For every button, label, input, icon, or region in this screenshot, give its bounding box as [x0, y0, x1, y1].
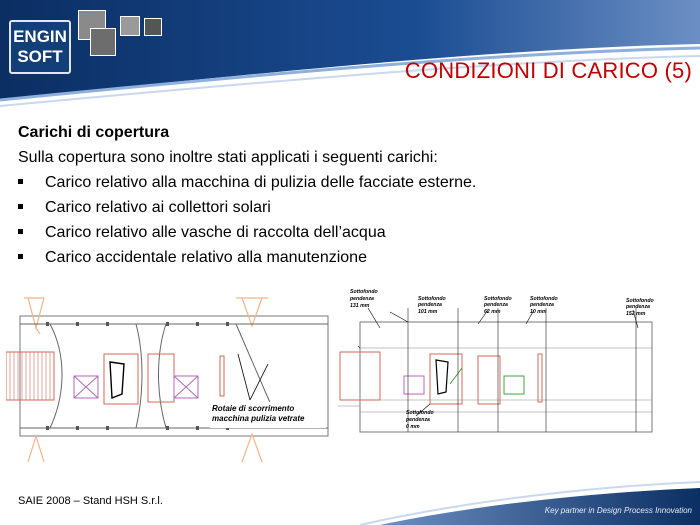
footer-event-text: SAIE 2008 – Stand HSH S.r.l.	[18, 495, 163, 507]
label-101-l3: 101 mm	[418, 309, 438, 315]
label-62-l3: 62 mm	[484, 309, 501, 315]
label-0-l1: Sottofondo	[406, 410, 434, 416]
thumbnail-image-2	[90, 28, 116, 56]
roof-plan-right	[338, 288, 694, 446]
slide-body	[18, 122, 678, 270]
label-62-l2: pendenza	[484, 302, 508, 308]
footer-tagline: Key partner in Design Process Innovation	[544, 506, 692, 515]
bullet-list	[18, 170, 678, 270]
label-131-l2: pendenza	[350, 296, 374, 302]
intro-text: Sulla copertura sono inoltre stati applicati i seguenti carichi:	[18, 149, 438, 166]
section-subtitle: Carichi di copertura	[18, 124, 170, 141]
bullet-item: Carico relativo ai collettori solari	[18, 195, 678, 220]
label-101-l1: Sottofondo	[418, 296, 446, 302]
rail-annotation-line2: macchina pulizia vetrate	[212, 414, 305, 423]
bullet-icon	[18, 179, 23, 184]
bullet-item: Carico accidentale relativo alla manutenzione	[18, 245, 678, 270]
roof-plan-left	[6, 294, 334, 462]
thumbnail-image-3	[120, 16, 140, 36]
label-101-l2: pendenza	[418, 302, 442, 308]
label-0-l3: 0 mm	[406, 424, 420, 430]
label-62-l1: Sottofondo	[484, 296, 512, 302]
label-131-l1: Sottofondo	[350, 289, 378, 295]
label-10-l2: pendenza	[530, 302, 554, 308]
label-131-l3: 131 mm	[350, 303, 370, 309]
label-152-l3: 152 mm	[626, 311, 646, 317]
bullet-icon	[18, 254, 23, 259]
logo-line2: SOFT	[17, 47, 63, 66]
logo-line1: ENGIN	[13, 27, 67, 46]
slide-header	[0, 0, 700, 110]
label-152-l1: Sottofondo	[626, 298, 654, 304]
label-152-l2: pendenza	[626, 304, 650, 310]
label-10-l3: 10 mm	[530, 309, 547, 315]
rail-annotation-line1: Rotaie di scorrimento	[212, 404, 295, 413]
bullet-item: Carico relativo alle vasche di raccolta dell’acqua	[18, 220, 678, 245]
bullet-icon	[18, 204, 23, 209]
bullet-icon	[18, 229, 23, 234]
bullet-item: Carico relativo alla macchina di pulizia delle facciate esterne.	[18, 170, 678, 195]
slide-title: CONDIZIONI DI CARICO (5)	[404, 58, 692, 83]
thumbnail-image-4	[144, 18, 162, 36]
enginsoft-logo	[9, 20, 71, 74]
label-10-l1: Sottofondo	[530, 296, 558, 302]
label-0-l2: pendenza	[406, 417, 430, 423]
